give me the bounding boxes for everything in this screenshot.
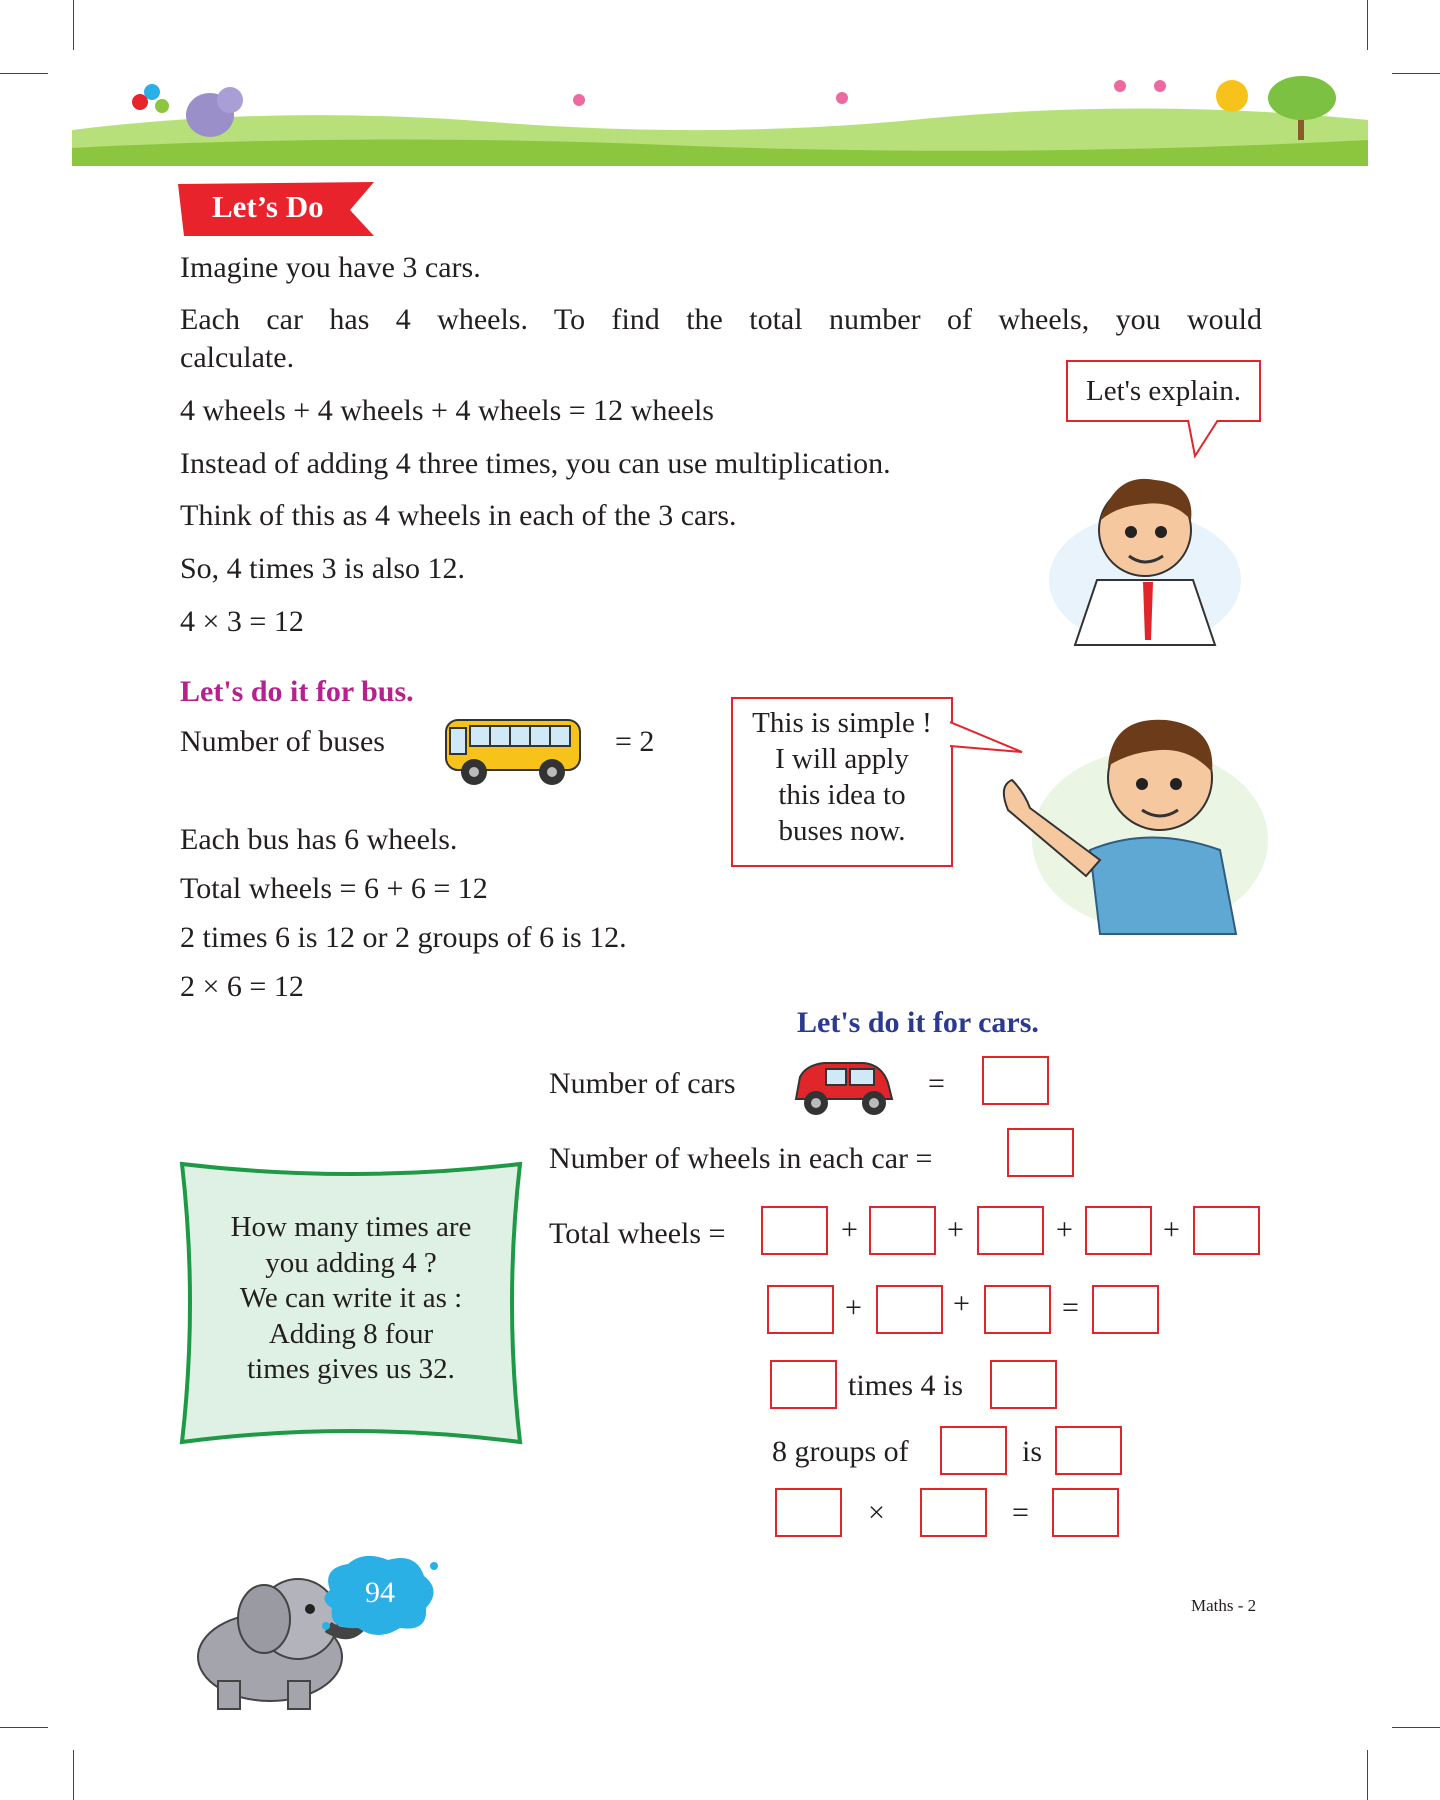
page-number-splash <box>318 1550 442 1640</box>
answer-box[interactable] <box>1193 1206 1260 1255</box>
plus-sign: + <box>1163 1213 1180 1246</box>
balloons-icon <box>132 84 169 113</box>
hint-box <box>178 1160 524 1446</box>
plus-sign: + <box>841 1213 858 1246</box>
intro-line: calculate. <box>180 341 295 374</box>
sun-icon <box>1216 80 1248 112</box>
answer-box[interactable] <box>990 1360 1057 1409</box>
answer-box[interactable] <box>767 1285 834 1334</box>
bus-icon <box>440 712 585 790</box>
answer-box[interactable] <box>869 1206 936 1255</box>
intro-line: Instead of adding 4 three times, you can use multiplication. <box>180 447 891 480</box>
answer-box[interactable] <box>761 1206 828 1255</box>
crop-mark <box>1367 1750 1368 1800</box>
answer-box[interactable] <box>920 1488 987 1537</box>
bus-count-value: = 2 <box>615 725 655 758</box>
hint-line: How many times are <box>230 1211 472 1243</box>
plus-sign: + <box>1056 1213 1073 1246</box>
intro-line: Imagine you have 3 cars. <box>180 251 481 284</box>
answer-box[interactable] <box>1007 1128 1074 1177</box>
equals-sign: = <box>928 1067 945 1100</box>
section-tag-label: Let’s Do <box>212 189 324 224</box>
crop-mark <box>73 1750 74 1800</box>
speech-bubble-text: Let's explain. <box>1085 375 1241 407</box>
crop-mark <box>1392 73 1440 74</box>
crop-mark <box>0 73 48 74</box>
intro-line: Think of this as 4 wheels in each of the 3 cars. <box>180 499 737 532</box>
book-label: Maths - 2 <box>1191 1596 1257 1615</box>
times-phrase: times 4 is <box>848 1369 964 1402</box>
bus-line: Each bus has 6 wheels. <box>180 823 458 856</box>
cars-total-label: Total wheels = <box>549 1217 726 1250</box>
answer-box[interactable] <box>775 1488 842 1537</box>
bus-line: 2 × 6 = 12 <box>180 970 304 1003</box>
bus-count-label: Number of buses <box>180 725 385 758</box>
answer-box[interactable] <box>1092 1285 1159 1334</box>
answer-box[interactable] <box>1055 1426 1122 1475</box>
section-tag <box>178 180 378 238</box>
groups-phrase: 8 groups of <box>772 1435 909 1468</box>
answer-box[interactable] <box>770 1360 837 1409</box>
is-word: is <box>1022 1435 1043 1468</box>
bus-heading: Let's do it for bus. <box>180 675 414 708</box>
plus-sign: + <box>953 1287 970 1320</box>
car-icon <box>790 1055 896 1123</box>
answer-box[interactable] <box>977 1206 1044 1255</box>
speech-bubble <box>731 697 953 867</box>
intro-line: 4 × 3 = 12 <box>180 605 304 638</box>
answer-box[interactable] <box>1052 1488 1119 1537</box>
answer-box[interactable] <box>940 1426 1007 1475</box>
multiply-sign: × <box>868 1496 885 1529</box>
page-number: 94 <box>365 1576 395 1609</box>
bus-line: Total wheels = 6 + 6 = 12 <box>180 872 488 905</box>
answer-box[interactable] <box>1085 1206 1152 1255</box>
crop-mark <box>1392 1727 1440 1728</box>
hint-line: times gives us 32. <box>247 1353 455 1385</box>
crop-mark <box>0 1727 48 1728</box>
intro-line: Each car has 4 wheels. To find the total number of wheels, you would <box>180 303 1262 336</box>
header-banner <box>72 70 1368 166</box>
bus-line: 2 times 6 is 12 or 2 groups of 6 is 12. <box>180 921 627 954</box>
cars-heading: Let's do it for cars. <box>797 1006 1039 1039</box>
speech-bubble-text: buses now. <box>778 815 906 847</box>
cars-count-label: Number of cars <box>549 1067 736 1100</box>
boy-waving-illustration <box>990 700 1270 940</box>
equals-sign: = <box>1062 1291 1079 1324</box>
hint-line: you adding 4 ? <box>265 1246 437 1279</box>
answer-box[interactable] <box>982 1056 1049 1105</box>
boy-illustration <box>1045 450 1245 650</box>
hint-line: We can write it as : <box>239 1282 463 1314</box>
crop-mark <box>73 0 74 50</box>
speech-bubble <box>1066 360 1261 422</box>
speech-bubble-text: this idea to <box>778 779 906 811</box>
flower-icon <box>573 80 1166 106</box>
answer-box[interactable] <box>876 1285 943 1334</box>
cars-wheels-label: Number of wheels in each car = <box>549 1142 933 1175</box>
speech-bubble-text: I will apply <box>775 743 909 775</box>
equals-sign: = <box>1012 1496 1029 1529</box>
speech-bubble-text: This is simple ! <box>752 707 932 739</box>
intro-line: 4 wheels + 4 wheels + 4 wheels = 12 wheels <box>180 394 714 427</box>
intro-line: So, 4 times 3 is also 12. <box>180 552 466 585</box>
plus-sign: + <box>845 1291 862 1324</box>
crop-mark <box>1367 0 1368 50</box>
answer-box[interactable] <box>984 1285 1051 1334</box>
hint-line: Adding 8 four <box>268 1317 434 1350</box>
plus-sign: + <box>947 1213 964 1246</box>
